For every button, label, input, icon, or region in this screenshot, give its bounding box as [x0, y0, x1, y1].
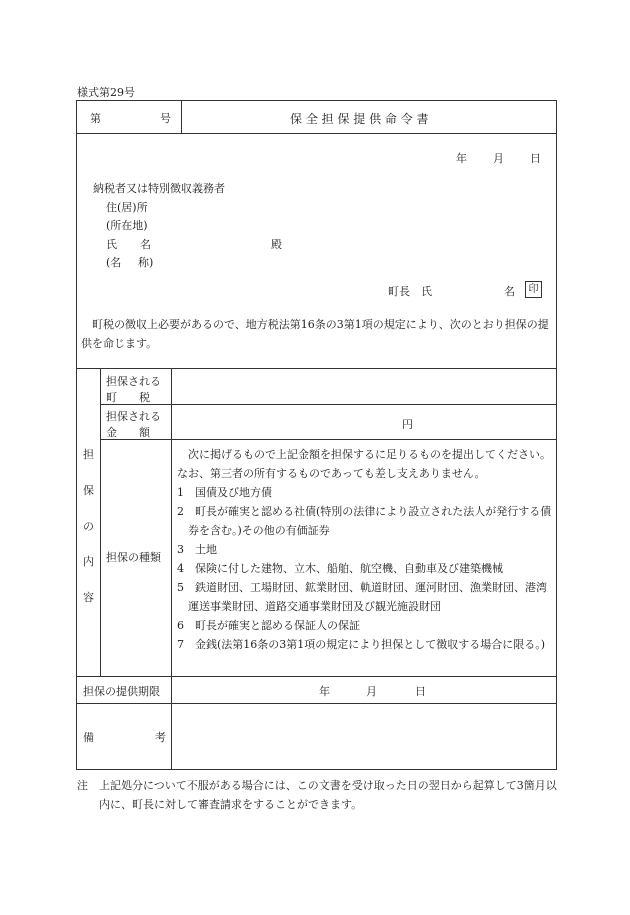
document-number-suffix: 号: [160, 112, 171, 125]
security-item-7: 7 金銭(法第16条の3第1項の規定により担保として徴収する場合に限る。): [177, 638, 546, 651]
order-text: 町税の徴収上必要があるので、地方税法第16条の3第1項の規定により、次のとおり担保の提供を命じます。: [81, 318, 549, 350]
security-item-1: 1 国債及び地方債: [177, 486, 272, 499]
addressee-type: 納税者又は特別徴収義務者: [93, 182, 225, 195]
form-number: 様式第29号: [77, 86, 135, 99]
remarks-top-line: [76, 703, 557, 704]
side-label-3: の: [83, 520, 94, 533]
security-type-label: 担保の種類: [106, 551, 161, 564]
remarks-label-b: 考: [155, 731, 166, 744]
security-item-6: 6 町長が確実と認める保証人の保証: [177, 619, 360, 632]
date-day: 日: [530, 152, 541, 165]
period-top-line: [76, 676, 557, 677]
issuer-title: 町長: [388, 285, 410, 298]
name-label-b: 名: [140, 238, 151, 251]
security-item-4: 4 保険に付した建物、立木、船舶、航空機、自動車及び建築機械: [177, 562, 503, 575]
amount-unit: 円: [402, 418, 413, 431]
label-column-line: [171, 368, 172, 770]
issuer-name-a: 氏: [421, 285, 432, 298]
date-year: 年: [456, 152, 467, 165]
document-number-label: 第: [90, 112, 101, 125]
row1-bottom-line: [100, 404, 557, 405]
security-item-2: 2 町長が確実と認める社債(特別の法律により設立された法人が発行する債券を含む。)その他の有価証券: [177, 505, 552, 537]
remarks-label-a: 備: [83, 731, 94, 744]
side-label-2: 保: [83, 484, 94, 497]
honorific: 殿: [271, 238, 282, 251]
issuer-name-b: 名: [504, 285, 515, 298]
amount-label-line2: 金 額: [106, 426, 150, 439]
period-label: 担保の提供期限: [83, 685, 160, 698]
document-title: 保 全 担 保 提 供 命 令 書: [290, 112, 429, 126]
row2-bottom-line: [100, 439, 557, 440]
location-label: (所在地): [106, 219, 148, 232]
table-top-line: [76, 368, 557, 369]
period-day: 日: [415, 685, 426, 698]
header-bottom-line: [76, 133, 557, 134]
security-item-3: 3 土地: [177, 543, 217, 556]
side-label-4: 内: [83, 555, 94, 568]
date-month: 月: [493, 152, 504, 165]
corp-name-label-a: (名: [106, 256, 122, 269]
name-label-a: 氏: [106, 238, 117, 251]
appeal-note: 注 上記処分について不服がある場合には、この文書を受け取った日の翌日から起算して3箇月以内に、町長に対して審査請求をすることができます。: [77, 779, 557, 811]
seal-box: 印: [525, 281, 542, 298]
corp-name-label-b: 称): [138, 256, 154, 269]
side-label-5: 容: [83, 591, 94, 604]
header-divider: [181, 100, 182, 133]
amount-label-line1: 担保される: [106, 410, 161, 423]
side-column-line: [100, 368, 101, 676]
security-type-intro: 次に掲げるもので上記金額を担保するに足りるものを提出してください。なお、第三者の所有するものであっても差し支えありません。: [177, 448, 551, 480]
address-label: 住(居)所: [106, 201, 148, 214]
period-month: 月: [366, 685, 377, 698]
tax-label-line1: 担保される: [106, 375, 161, 388]
security-item-5: 5 鉄道財団、工場財団、鉱業財団、軌道財団、運河財団、漁業財団、港湾運送事業財団、道路交通事業財団及び観光施設財団: [177, 581, 547, 613]
tax-label-line2: 町 税: [106, 391, 150, 404]
period-year: 年: [319, 685, 330, 698]
side-label-1: 担: [83, 448, 94, 461]
